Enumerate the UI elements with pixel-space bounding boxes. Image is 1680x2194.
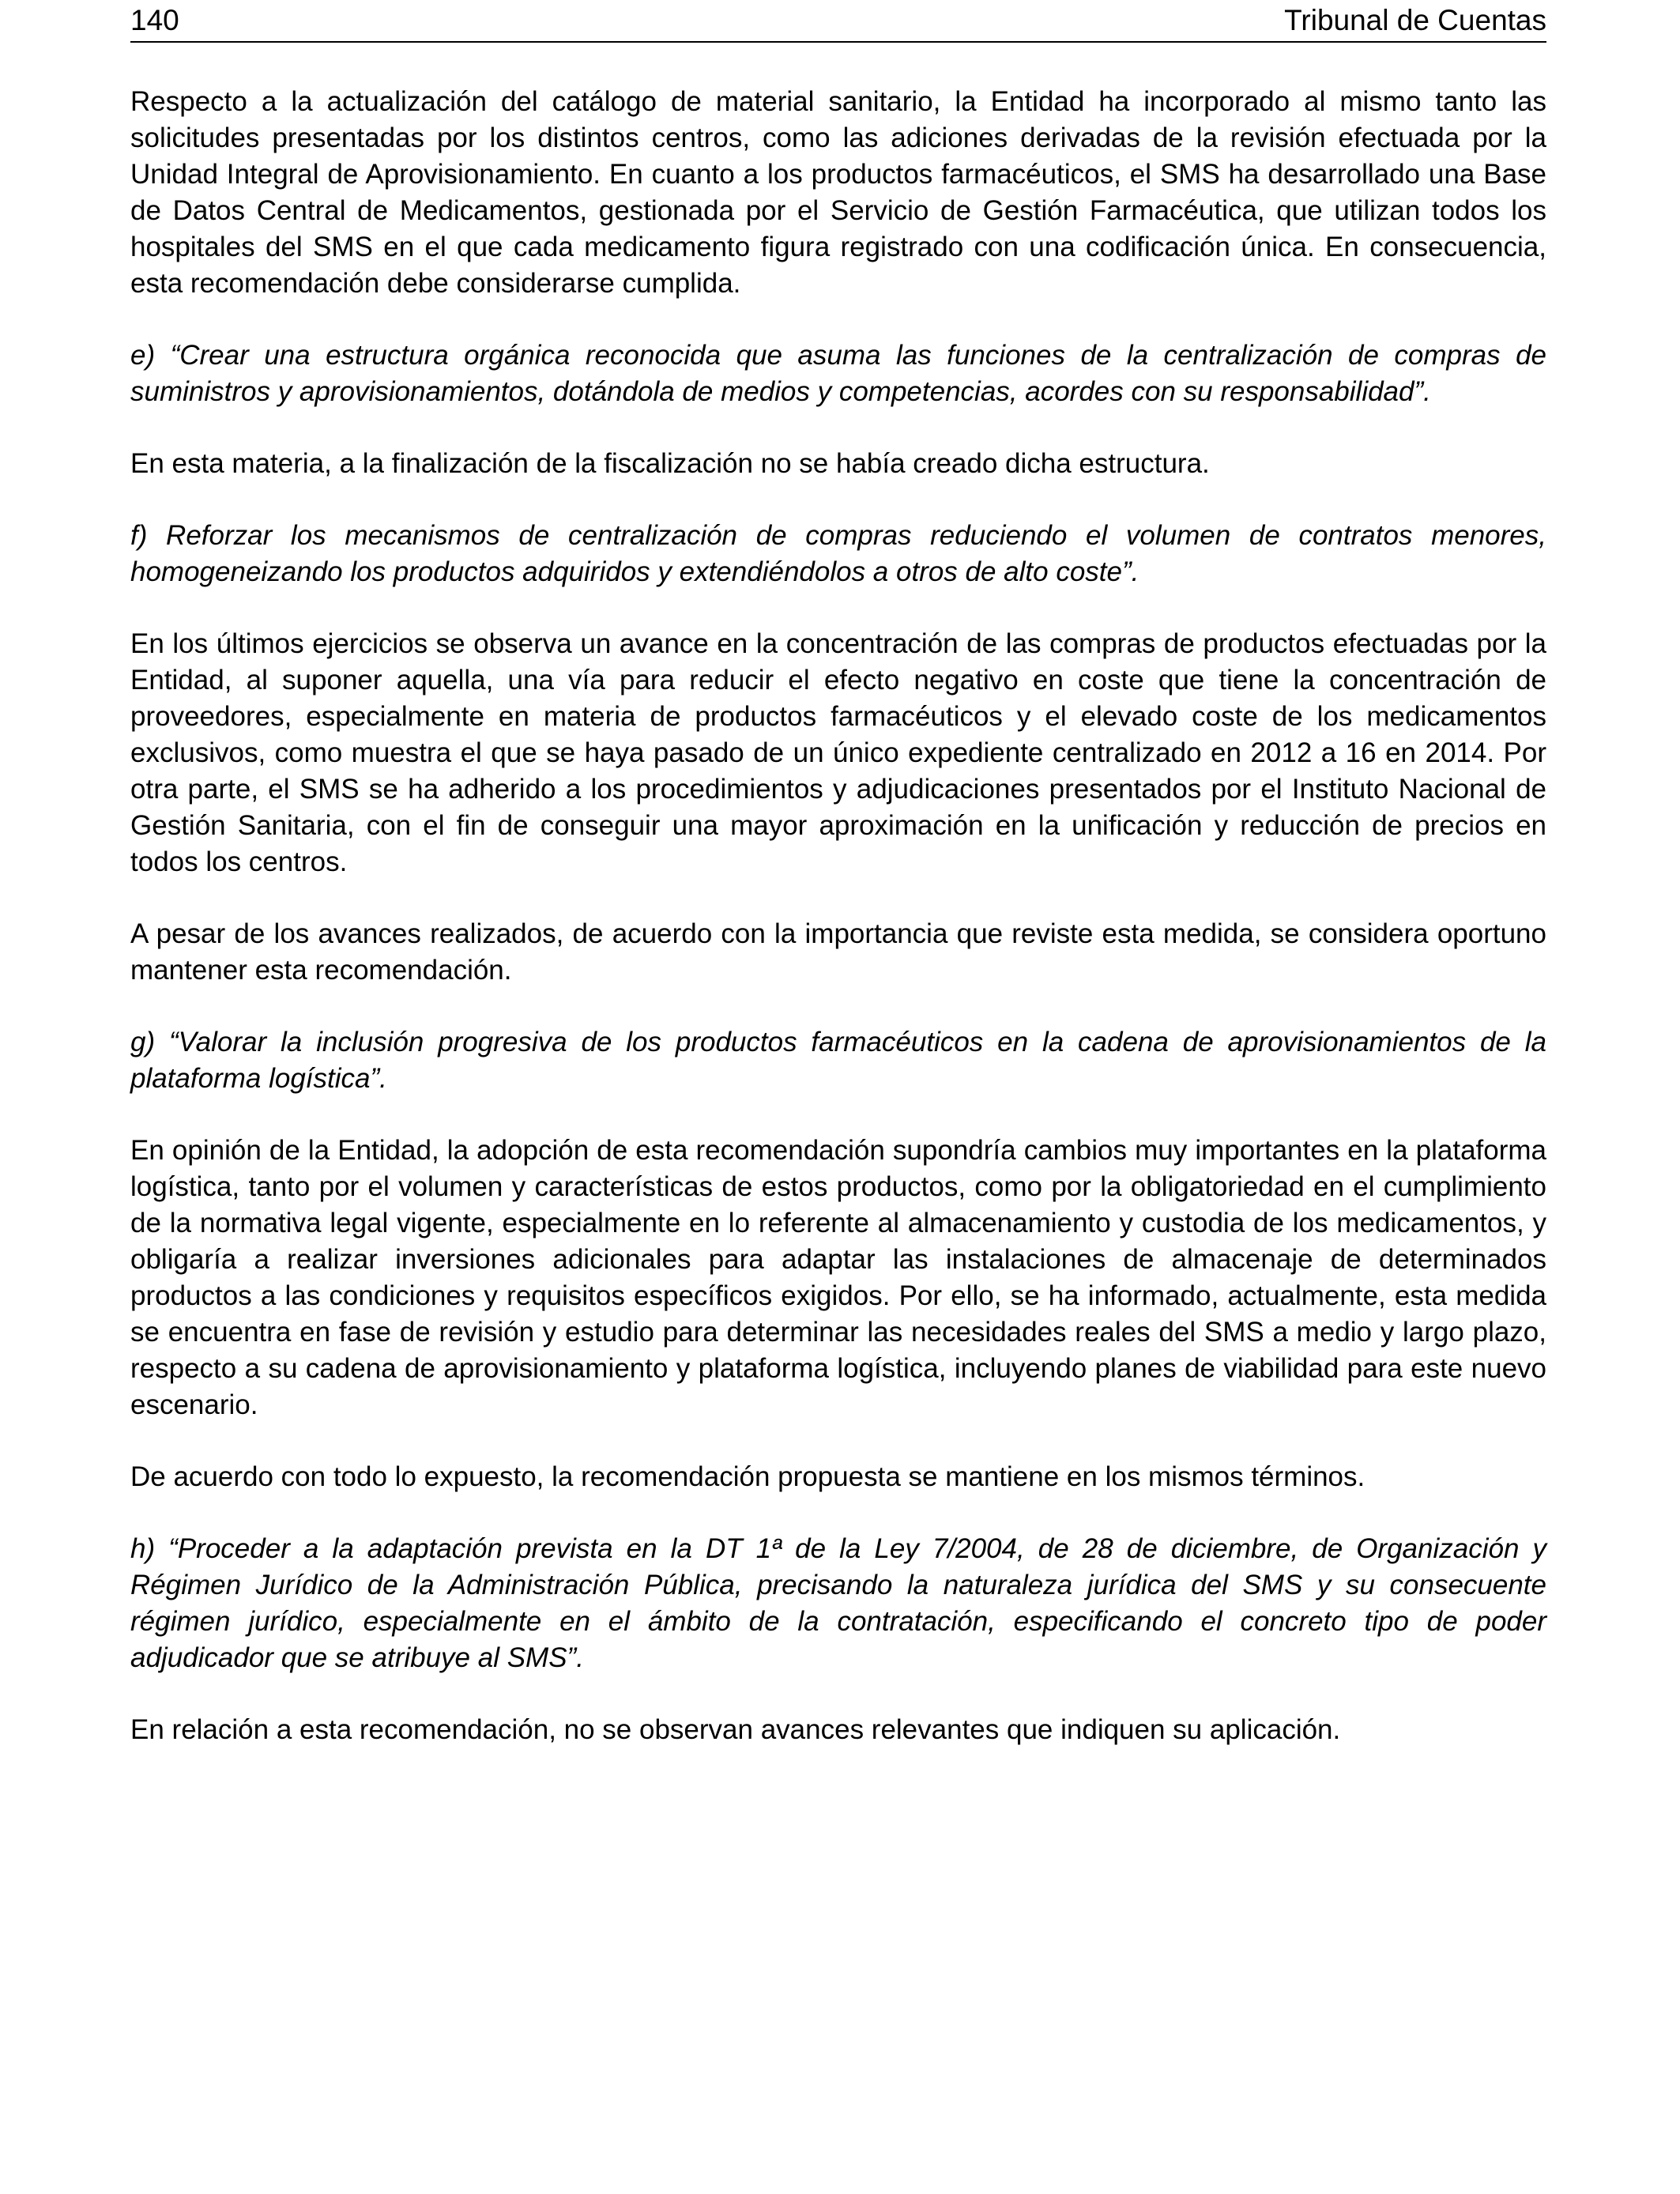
paragraph-f-conclusion: A pesar de los avances realizados, de acuerdo con la importancia que reviste esta medida, se considera oportuno mantener esta recomendación. xyxy=(130,918,1546,986)
paragraph-h-response: En relación a esta recomendación, no se observan avances relevantes que indiquen su aplicación. xyxy=(130,1714,1341,1745)
paragraph-f-response: En los últimos ejercicios se observa un avance en la concentración de las compras de productos efectuadas por la Entidad, al suponer aquella, una vía para reducir el efecto negativo en coste que tiene la concentración de proveedores, especialmente en materia de productos farmacéuticos y el elevado coste de los medicamentos exclusivos, como muestra el que se haya pasado de un único expediente centralizado en 2012 a 16 en 2014. Por otra parte, el SMS se ha adherido a los procedimientos y adjudicaciones presentados por el Instituto Nacional de Gestión Sanitaria, con el fin de conseguir una mayor aproximación en la unificación y reducción de precios en todos los centros. xyxy=(130,628,1546,877)
document-page xyxy=(130,0,1546,2194)
document-body xyxy=(130,84,1546,1784)
page-header xyxy=(130,0,1546,43)
paragraph-g-conclusion: De acuerdo con todo lo expuesto, la recomendación propuesta se mantiene en los mismos términos. xyxy=(130,1461,1365,1492)
paragraph-e-response: En esta materia, a la finalización de la fiscalización no se había creado dicha estructura. xyxy=(130,448,1210,479)
recommendation-h: h) “Proceder a la adaptación prevista en la DT 1ª de la Ley 7/2004, de 28 de diciembre, de Organización y Régimen Jurídico de la Administración Pública, precisando la naturaleza jurídica del SMS y su consecuente régimen jurídico, especialmente en el ámbito de la contratación, especificando el concreto tipo de poder adjudicador que se atribuye al SMS”. xyxy=(130,1533,1546,1673)
recommendation-g: g) “Valorar la inclusión progresiva de los productos farmacéuticos en la cadena de aprovisionamientos de la plataforma logística”. xyxy=(130,1027,1546,1094)
recommendation-e: e) “Crear una estructura orgánica reconocida que asuma las funciones de la centralización de compras de suministros y aprovisionamientos, dotándola de medios y competencias, acordes con su responsabilidad”. xyxy=(130,340,1546,407)
running-header-title: Tribunal de Cuentas xyxy=(1284,4,1546,36)
paragraph-catalog-update: Respecto a la actualización del catálogo de material sanitario, la Entidad ha incorporado al mismo tanto las solicitudes presentadas por los distintos centros, como las adiciones derivadas de la revisión efectuada por la Unidad Integral de Aprovisionamiento. En cuanto a los productos farmacéuticos, el SMS ha desarrollado una Base de Datos Central de Medicamentos, gestionada por el Servicio de Gestión Farmacéutica, que utilizan todos los hospitales del SMS en el que cada medicamento figura registrado con una codificación única. En consecuencia, esta recomendación debe considerarse cumplida. xyxy=(130,86,1546,299)
paragraph-g-response: En opinión de la Entidad, la adopción de esta recomendación supondría cambios muy importantes en la plataforma logística, tanto por el volumen y características de estos productos, como por la obligatoriedad en el cumplimiento de la normativa legal vigente, especialmente en lo referente al almacenamiento y custodia de los medicamentos, y obligaría a realizar inversiones adicionales para adaptar las instalaciones de almacenaje de determinados productos a las condiciones y requisitos específicos exigidos. Por ello, se ha informado, actualmente, esta medida se encuentra en fase de revisión y estudio para determinar las necesidades reales del SMS a medio y largo plazo, respecto a su cadena de aprovisionamiento y plataforma logística, incluyendo planes de viabilidad para este nuevo escenario. xyxy=(130,1135,1546,1420)
recommendation-f: f) Reforzar los mecanismos de centralización de compras reduciendo el volumen de contratos menores, homogeneizando los productos adquiridos y extendiéndolos a otros de alto coste”. xyxy=(130,520,1546,587)
page-number: 140 xyxy=(130,4,179,36)
